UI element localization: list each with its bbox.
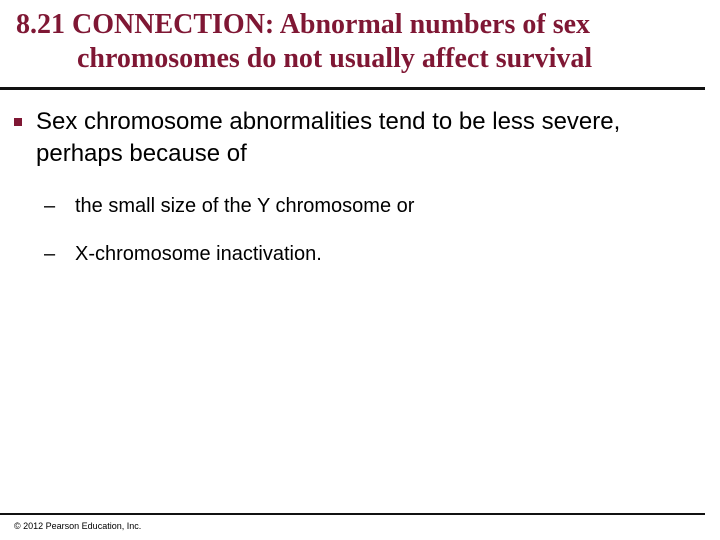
- sub-bullet-text: the small size of the Y chromosome or: [75, 195, 415, 217]
- copyright-footer: © 2012 Pearson Education, Inc.: [14, 521, 142, 531]
- dash-bullet-icon: –: [44, 243, 56, 265]
- slide-title-line-1: 8.21 CONNECTION: Abnormal numbers of sex: [16, 9, 591, 40]
- sub-bullet-item: [44, 193, 414, 219]
- sub-bullet-item: [44, 241, 322, 267]
- bullet-item: [14, 106, 694, 170]
- slide-title-line-2: chromosomes do not usually affect survival: [77, 43, 593, 74]
- bullet-text: Sex chromosome abnormalities tend to be less severe, perhaps because of: [36, 108, 621, 167]
- square-bullet-icon: [14, 118, 22, 126]
- title-divider: [0, 87, 705, 90]
- slide-title: [16, 8, 712, 76]
- footer-divider: [0, 513, 705, 515]
- sub-bullet-text: X-chromosome inactivation.: [75, 243, 322, 265]
- dash-bullet-icon: –: [44, 195, 56, 217]
